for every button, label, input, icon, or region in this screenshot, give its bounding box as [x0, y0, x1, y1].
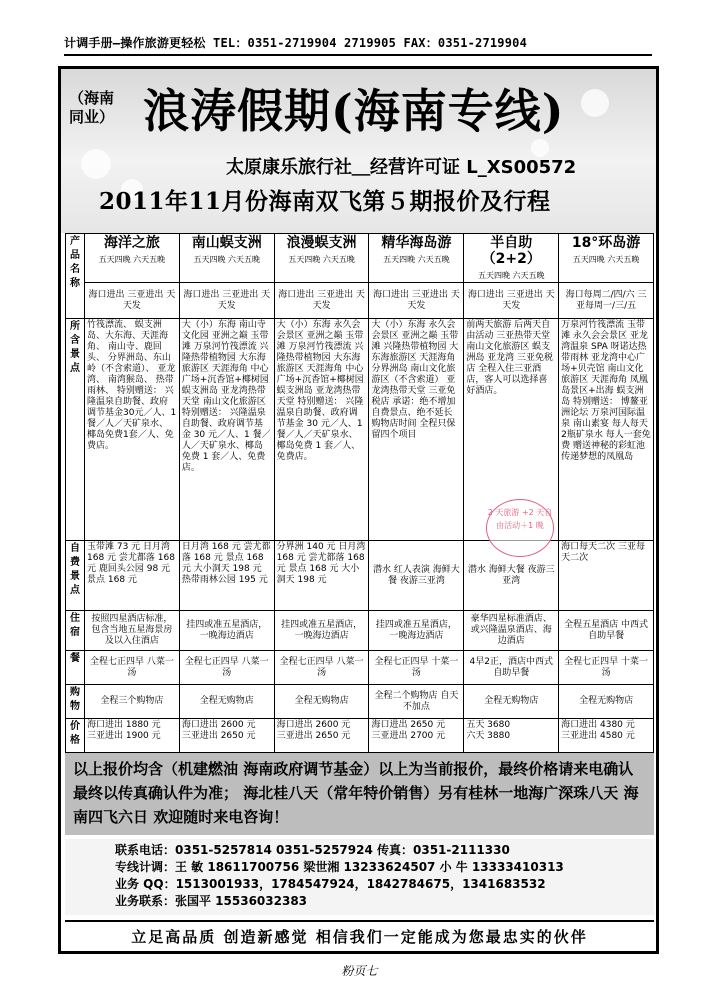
contact-phone: 联系电话：0351-5257814 0351-5257924 传真：0351-2111330 [115, 843, 510, 857]
hotel-cell: 挂四或准五星酒店，一晚海边酒店 [274, 611, 369, 651]
row-label-sights: 所含景点 [66, 319, 85, 541]
sights-cell: 大（小）东海 永久会会景区 亚洲之巅 玉带滩 万泉河竹筏漂流 兴隆热带植物园 大东海旅游区 天涯海角 中心广场+沉香馆+椰树园 蜈支洲岛 亚龙湾热带天堂 特别赠送： 兴隆温泉自助餐、政府调节基金 30 元／人、1 餐／人／天矿泉水、椰岛免费 1 套／人、免费店。 [274, 319, 369, 541]
optional-cell: 潜水 红人表演 海鲜大餐 夜游三亚湾 [369, 541, 464, 611]
route-name: 半自助（2+2） [481, 235, 541, 267]
half-self-service-bubble: 2 天旅游 +2 天自由活动＋1 晚 [486, 499, 554, 557]
banner [61, 69, 656, 233]
price-cell [85, 719, 180, 753]
route-name: 海洋之旅 [103, 235, 160, 251]
route-days: 五天四晚 六天五晚 [193, 255, 261, 264]
route-days: 五天四晚 六天五晚 [288, 255, 355, 264]
flight-row [66, 283, 654, 319]
route-name-cell [274, 234, 369, 283]
meals-cell: 全程七正四早 十菜一汤 [369, 651, 464, 685]
shopping-cell: 全程无购物店 [274, 685, 369, 719]
optional-cell: 日月湾 168 元 尝尤都落 168 元 景点 168 元 大小洞天 198 元 热带雨林公园 195 元 [179, 541, 274, 611]
hotel-cell: 全程五星酒店 中西式自助早餐 [559, 611, 654, 651]
header-bar: 计调手册—操作旅游更轻松 TEL：0351-2719904 2719905 FAX：0351-2719904 [64, 34, 652, 56]
price-line: 六天 3880 [466, 731, 511, 741]
optional-cell: 玉带滩 73 元 日月湾 168 元 尝尤都落 168 元 鹿回头公园 98 元 景点 168 元 [85, 541, 180, 611]
route-name-cell [464, 234, 559, 283]
route-days: 五天四晚 六天五晚 [383, 255, 450, 264]
optional-cell: 潜水 海鲜大餐 夜游三亚湾 [464, 541, 559, 611]
trade-tag [69, 89, 114, 127]
flight-cell: 海口进出 三亚进出 天天发 [179, 283, 274, 319]
row-label-shopping: 购物 [66, 685, 85, 719]
optional-cell: 海口每天二次 三亚每天二次 [559, 541, 654, 611]
meals-cell: 4早2正，酒店中西式自助早餐 [464, 651, 559, 685]
route-name: 精华海岛游 [381, 235, 452, 251]
product-row [66, 234, 654, 283]
price-line: 三亚进出 4580 元 [561, 731, 635, 741]
price-line: 海口进出 2650 元 [371, 720, 446, 730]
price-line: 海口进出 2600 元 [181, 720, 256, 730]
optional-row [66, 541, 654, 611]
brand-title: 浪涛假期(海南专线) [143, 84, 565, 138]
shopping-cell: 全程三个购物店 [85, 685, 180, 719]
route-days: 五天四晚 六天五晚 [477, 271, 545, 280]
route-name: 浪漫蜈支洲 [286, 235, 357, 251]
price-cell [179, 719, 274, 753]
hotel-row [66, 611, 654, 651]
sights-row [66, 319, 654, 541]
sights-cell: 前两天旅游 后两天自由活动 三亚热带天堂 南山文化旅游区 蜈支洲岛 亚龙湾 三亚免税店 全程入住三亚酒店，客人可以选择喜好酒店。 [464, 319, 559, 541]
sights-cell: 竹筏漂流、 蜈支洲岛、大东海、天涯海角、 南山寺、鹿回头、 分界洲岛、东山岭（不含索道）、 亚龙湾、 南湾猴岛、 热带雨林、 特别赠送： 兴隆温泉自助餐、政府调节基金30元／人、1餐／人／天矿泉水、椰岛免费1套／人、免费店。 [85, 319, 180, 541]
optional-cell: 分界洲 140 元 日月湾 168 元 尝尤都落 168 元 景点 168 元 大小洞天 198 元 [274, 541, 369, 611]
slogan: 立足高品质 创造新感觉 相信我们一定能成为您最忠实的伙伴 [65, 920, 654, 952]
row-label-meals: 餐 [66, 651, 85, 685]
route-name: 18°环岛游 [571, 235, 641, 251]
price-line: 海口进出 1880 元 [87, 720, 161, 730]
price-line: 海口进出 2600 元 [276, 720, 351, 730]
row-label-product: 产品名称 [66, 234, 85, 319]
shopping-row [66, 685, 654, 719]
price-note: 以上报价均含（机建燃油 海南政府调节基金）以上为当前报价，最终价格请来电确认 最终以传真确认件为准； 海北桂八天（常年特价销售）另有桂林一地海广深珠八天 海南四飞六日 欢迎随时来电咨询！ [65, 753, 654, 835]
price-cell [274, 719, 369, 753]
hotel-cell: 挂四或准五星酒店，一晚海边酒店 [369, 611, 464, 651]
hotel-cell: 豪华四星标准酒店、或兴隆温泉酒店、海边酒店 [464, 611, 559, 651]
shopping-cell: 全程无购物店 [464, 685, 559, 719]
flight-cell: 海口每周二/四/六 三亚每周一/三/五 [559, 283, 654, 319]
brochure-sheet [58, 66, 659, 954]
page-footer: 粉页七 [341, 964, 378, 978]
route-days: 五天四晚 六天五晚 [98, 255, 166, 264]
sights-cell: 大（小）东海 南山寺文化园 亚洲之巅 玉带滩 万泉河竹筏漂流 兴隆热带植物园 大东海旅游区 天涯海角 中心广场+沉香馆+椰树园 蜈支洲岛 亚龙湾热带天堂 南山文化旅游区 特别赠送： 兴隆温泉自助餐、政府调节基金 30 元／人、1 餐／人／天矿泉水、椰岛免费 1 套／人、免费店。 [179, 319, 274, 541]
price-line: 海口进出 4380 元 [561, 720, 635, 730]
meals-cell: 全程七正四早 八菜一汤 [274, 651, 369, 685]
shopping-cell: 全程二个购物店 自天不加点 [369, 685, 464, 719]
shopping-cell: 全程无购物店 [179, 685, 274, 719]
price-cell [464, 719, 559, 753]
route-name: 南山蜈支洲 [191, 235, 262, 251]
contact-staff: 专线计调：王 敏 18611700756 梁世湘 13233624507 小 牛 13333410313 [115, 860, 564, 874]
route-days: 五天四晚 六天五晚 [572, 255, 640, 264]
price-row [66, 719, 654, 753]
price-line: 五天 3680 [466, 720, 511, 730]
contact-business: 业务联系：张国平 15536032383 [115, 894, 308, 908]
meals-cell: 全程七正四早 十菜一汤 [559, 651, 654, 685]
row-label-optional: 自费景点 [66, 541, 85, 611]
itinerary-table [65, 233, 654, 753]
price-cell [369, 719, 464, 753]
meals-cell: 全程七正四早 八菜一汤 [85, 651, 180, 685]
meals-cell: 全程七正四早 八菜一汤 [179, 651, 274, 685]
route-name-cell [559, 234, 654, 283]
flight-cell: 海口进出 三亚进出 天天发 [369, 283, 464, 319]
price-line: 三亚进出 2650 元 [181, 731, 256, 741]
row-label-price: 价格 [66, 719, 85, 753]
shopping-cell: 全程无购物店 [559, 685, 654, 719]
sights-cell: 大（小）东海 永久会会景区 亚洲之巅 玉带滩 兴隆热带植物园 大东海旅游区 天涯海角 分界洲岛 南山文化旅游区（不含索道） 亚龙湾热带天堂 三亚免税店 承诺：绝不增加自费景点、绝不延长购物店时间 全程只保留四个项目 [369, 319, 464, 541]
contact-block [65, 839, 654, 915]
route-name-cell [85, 234, 180, 283]
route-name-cell [179, 234, 274, 283]
row-label-hotel: 住宿 [66, 611, 85, 651]
route-name-cell [369, 234, 464, 283]
contact-qq: 业务 QQ：1513001933，1784547924，1842784675，1341683532 [115, 877, 546, 891]
price-line: 三亚进出 1900 元 [87, 731, 161, 741]
trade-tag-line2: 同业） [69, 108, 115, 126]
flight-cell: 海口进出 三亚进出 天天发 [85, 283, 180, 319]
price-cell [559, 719, 654, 753]
hotel-cell: 挂四或准五星酒店，一晚海边酒店 [179, 611, 274, 651]
hotel-cell: 按照四星酒店标准，包含当地五星海景房及以入住酒店 [85, 611, 180, 651]
agency-license: 太原康乐旅行社＿经营许可证 L_XS00572 [226, 157, 577, 178]
period-title: 2011年11月份海南双飞第５期报价及行程 [99, 188, 551, 215]
flight-cell: 海口进出 三亚进出 天天发 [464, 283, 559, 319]
meals-row [66, 651, 654, 685]
price-line: 三亚进出 2700 元 [371, 731, 446, 741]
sights-cell: 万泉河竹筏漂流 玉带滩 永久会会景区 亚龙湾温泉 SPA 呀诺达热带雨林 亚龙湾中心广场+贝壳馆 南山文化旅游区 天涯海角 凤凰岛景区+出海 蜈支洲岛 特别赠送： 博鳌亚洲论坛 万泉河国际温泉 南山素宴 每人每天2瓶矿泉水 每人一套免费 赠送神秘的彩虹池 传递梦想的凤凰岛 [559, 319, 654, 541]
trade-tag-line1: （海南 [69, 89, 115, 107]
flight-cell: 海口进出 三亚进出 天天发 [274, 283, 369, 319]
price-line: 三亚进出 2650 元 [276, 731, 351, 741]
